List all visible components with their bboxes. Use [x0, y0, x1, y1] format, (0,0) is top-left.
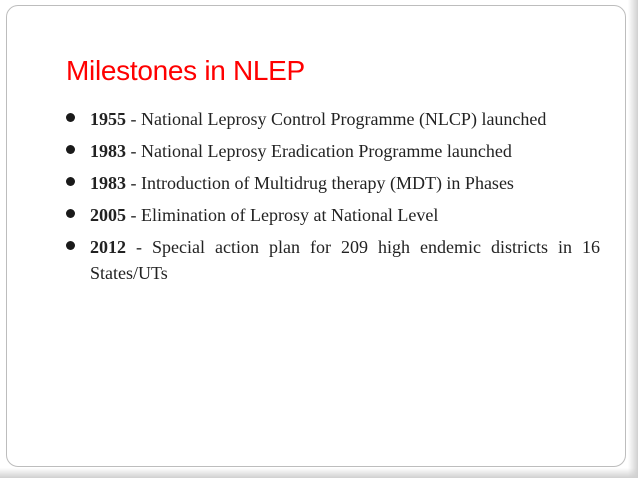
list-item: [66, 138, 600, 164]
list-item: [66, 106, 600, 132]
page-shadow-right: [628, 0, 638, 478]
milestone-text: - Elimination of Leprosy at National Level: [126, 205, 439, 225]
milestone-text: - National Leprosy Control Programme (NLCP) launched: [126, 109, 547, 129]
milestone-text: - National Leprosy Eradication Programme launched: [126, 141, 512, 161]
milestone-list: [66, 106, 600, 292]
milestone-text: - Special action plan for 209 high endemic districts in 16 States/UTs: [90, 237, 600, 283]
milestone-year: 2005: [90, 205, 126, 225]
milestone-year: 1983: [90, 173, 126, 193]
bullet-icon: [66, 177, 75, 186]
bullet-icon: [66, 113, 75, 122]
milestone-year: 1955: [90, 109, 126, 129]
bullet-icon: [66, 241, 75, 250]
milestone-text: - Introduction of Multidrug therapy (MDT) in Phases: [126, 173, 514, 193]
bullet-icon: [66, 145, 75, 154]
milestone-year: 2012: [90, 237, 126, 257]
page-shadow-bottom: [0, 468, 638, 478]
list-item: [66, 170, 600, 196]
list-item: [66, 202, 600, 228]
milestone-year: 1983: [90, 141, 126, 161]
bullet-icon: [66, 209, 75, 218]
slide-title: Milestones in NLEP: [66, 55, 305, 86]
list-item: [66, 234, 600, 286]
